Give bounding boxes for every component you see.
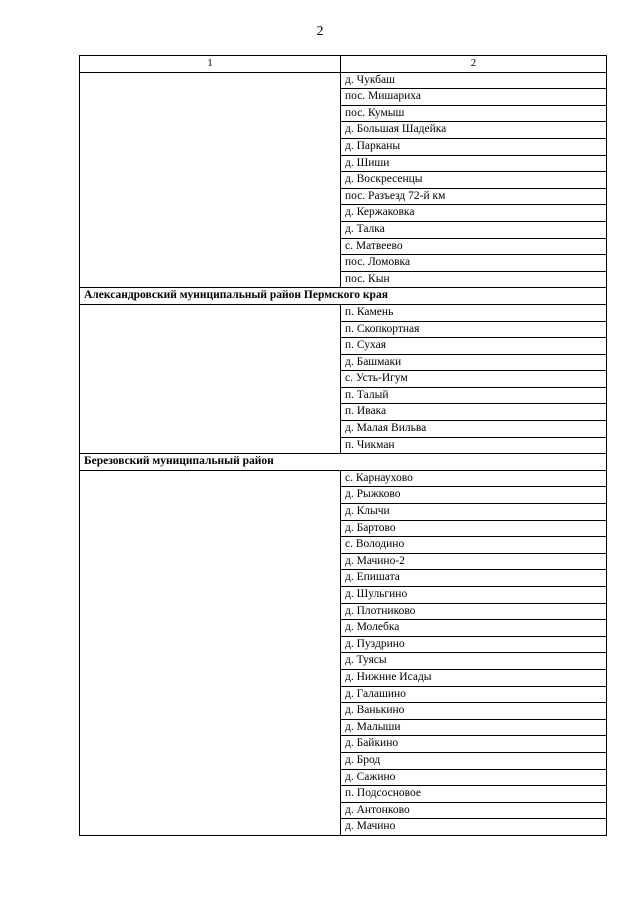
settlement-cell: д. Байкино: [341, 736, 607, 753]
settlement-cell: д. Епишата: [341, 570, 607, 587]
header-row: [80, 56, 607, 73]
region-name: Александровский муниципальный район Пермского края: [80, 288, 607, 305]
settlement-cell: д. Мачино-2: [341, 553, 607, 570]
settlement-cell: пос. Мишариха: [341, 89, 607, 106]
settlement-cell: д. Пуздрино: [341, 636, 607, 653]
settlement-cell: д. Брод: [341, 752, 607, 769]
settlement-cell: д. Воскресенцы: [341, 172, 607, 189]
settlement-cell: пос. Кумыш: [341, 105, 607, 122]
settlement-cell: д. Чукбаш: [341, 72, 607, 89]
settlement-cell: с. Усть-Игум: [341, 371, 607, 388]
settlement-cell: с. Матвеево: [341, 238, 607, 255]
settlement-cell: д. Туясы: [341, 653, 607, 670]
settlement-cell: д. Талка: [341, 221, 607, 238]
settlement-cell: пос. Разъезд 72-й км: [341, 188, 607, 205]
settlement-cell: д. Клычи: [341, 504, 607, 521]
settlement-cell: д. Мачино: [341, 819, 607, 836]
settlement-cell: д. Молебка: [341, 620, 607, 637]
settlements-table: [79, 55, 607, 836]
settlement-cell: с. Карнаухово: [341, 470, 607, 487]
table-row: [80, 470, 607, 487]
table-body: [80, 56, 607, 836]
settlement-cell: д. Антонково: [341, 802, 607, 819]
page-number: 2: [316, 24, 324, 39]
settlement-cell: д. Сажино: [341, 769, 607, 786]
settlement-cell: п. Чикман: [341, 437, 607, 454]
settlement-cell: п. Талый: [341, 387, 607, 404]
settlement-cell: д. Нижние Исады: [341, 669, 607, 686]
column-header-1: 1: [80, 56, 341, 73]
settlement-cell: д. Галашино: [341, 686, 607, 703]
settlement-cell: д. Рыжково: [341, 487, 607, 504]
settlement-cell: п. Камень: [341, 304, 607, 321]
settlement-cell: пос. Ломовка: [341, 255, 607, 272]
settlement-cell: д. Парканы: [341, 138, 607, 155]
table-row: [80, 72, 607, 89]
region-name: Березовский муниципальный район: [80, 454, 607, 471]
settlement-cell: д. Кержаковка: [341, 205, 607, 222]
region-row: [80, 288, 607, 305]
settlement-cell: с. Володино: [341, 537, 607, 554]
settlement-cell: пос. Кын: [341, 271, 607, 288]
settlement-cell: п. Подсосновое: [341, 786, 607, 803]
region-column-cell: [80, 470, 341, 835]
settlement-cell: д. Шиши: [341, 155, 607, 172]
region-row: [80, 454, 607, 471]
settlement-cell: д. Малыши: [341, 719, 607, 736]
region-column-cell: [80, 304, 341, 453]
column-header-2: 2: [341, 56, 607, 73]
settlement-cell: д. Башмаки: [341, 354, 607, 371]
settlement-cell: д. Плотниково: [341, 603, 607, 620]
settlement-cell: д. Бартово: [341, 520, 607, 537]
settlement-cell: д. Малая Вильва: [341, 421, 607, 438]
settlement-cell: п. Скопкортная: [341, 321, 607, 338]
table-row: [80, 304, 607, 321]
settlement-cell: п. Ивака: [341, 404, 607, 421]
settlement-cell: п. Сухая: [341, 338, 607, 355]
settlement-cell: д. Шульгино: [341, 587, 607, 604]
region-column-cell: [80, 72, 341, 288]
settlement-cell: д. Большая Шадейка: [341, 122, 607, 139]
settlement-cell: д. Ванькино: [341, 703, 607, 720]
